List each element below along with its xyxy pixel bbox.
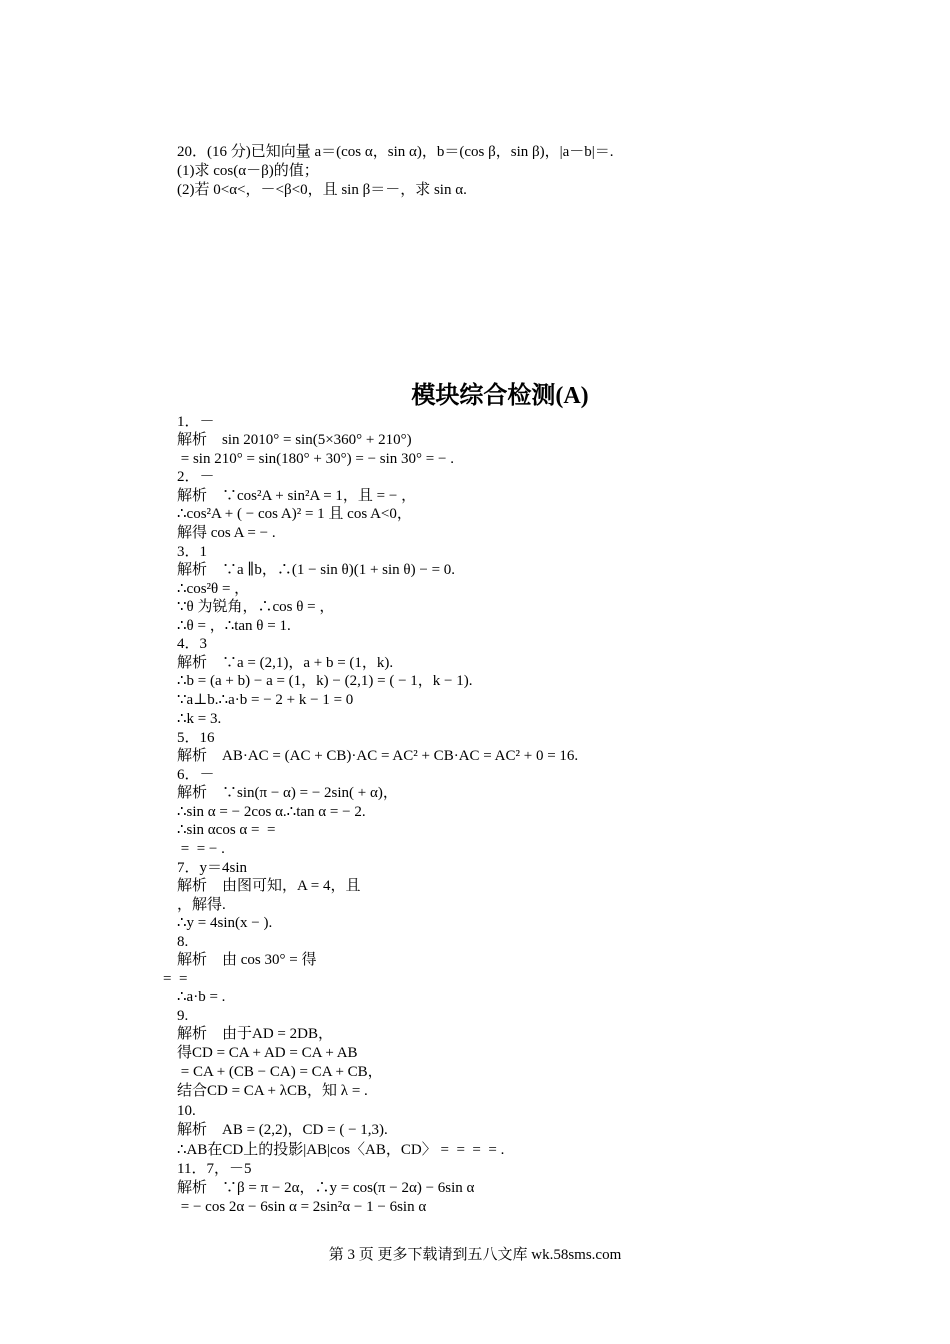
answer-line: = = − .	[177, 841, 225, 857]
answer-line: 结合CD = CA + λCB，知 λ = .	[177, 1083, 368, 1099]
answer-line: = CA + (CB − CA) = CA + CB，	[177, 1064, 383, 1080]
answer-line: 解析 ∵a ∥b，∴(1 − sin θ)(1 + sin θ) − = 0.	[177, 562, 456, 578]
answer-line: 8.	[177, 934, 189, 950]
answer-line: 解析 ∵β = π − 2α，∴y = cos(π − 2α) − 6sin α	[177, 1180, 475, 1196]
answer-line: ∴a·b = .	[177, 989, 226, 1005]
answer-line: ∴y = 4sin(x − ).	[177, 915, 273, 931]
answer-line: 2．－	[177, 469, 215, 485]
answer-line: ∴k = 3.	[177, 711, 222, 727]
answer-line: = − cos 2α − 6sin α = 2sin²α − 1 − 6sin α	[177, 1199, 427, 1215]
answer-line: 解析 由 cos 30° = 得	[177, 952, 317, 968]
answer-line: 6．－	[177, 767, 215, 783]
answer-line: ，解得.	[177, 897, 226, 913]
problem-20-part-2: (2)若 0<α<，－<β<0，且 sin β＝－，求 sin α.	[177, 182, 467, 198]
answer-line: 解析 ∵sin(π − α) = − 2sin( + α)，	[177, 785, 398, 801]
answer-line: 解析 由于AD = 2DB，	[177, 1026, 333, 1042]
answer-line: 11．7，－5	[177, 1161, 252, 1177]
answer-line: ∵a⊥b.∴a·b = − 2 + k − 1 = 0	[177, 692, 354, 708]
section-title: 模块综合检测(A)	[411, 383, 589, 409]
answer-line: 得CD = CA + AD = CA + AB	[177, 1045, 358, 1061]
answer-line: 4．3	[177, 636, 208, 652]
answer-line: ∴b = (a + b) − a = (1，k) − (2,1) = ( − 1，k − 1).	[177, 673, 473, 689]
answer-line: 1．－	[177, 414, 215, 430]
answer-line: ∴θ = ，∴tan θ = 1.	[177, 618, 291, 634]
answer-line: 解析 ∵cos²A + sin²A = 1，且 = − ，	[177, 488, 417, 504]
answer-line: ∴AB在CD上的投影|AB|cos〈AB，CD〉 = = = = .	[177, 1142, 505, 1158]
answer-line: ∴sin αcos α = =	[177, 822, 280, 838]
answer-line: 解析 由图可知，A = 4，且	[177, 878, 361, 894]
answer-line: ∴sin α = − 2cos α.∴tan α = − 2.	[177, 804, 366, 820]
answer-line: 10.	[177, 1103, 196, 1119]
problem-20-statement: 20．(16 分)已知向量 a＝(cos α，sin α)，b＝(cos β，sin β)，|a－b|＝.	[177, 144, 614, 160]
page-footer: 第 3 页 更多下载请到五八文库 wk.58sms.com	[328, 1247, 622, 1263]
answer-line: 7．y＝4sin	[177, 860, 248, 876]
answer-line: = sin 210° = sin(180° + 30°) = − sin 30° = − .	[177, 451, 454, 467]
answer-line: 解析 ∵a = (2,1)，a + b = (1，k).	[177, 655, 394, 671]
problem-20-part-1: (1)求 cos(α－β)的值；	[177, 163, 319, 179]
answer-line: 解析 AB·AC = (AC + CB)·AC = AC² + CB·AC = AC² + 0 = 16.	[177, 748, 579, 764]
answer-line: 解得 cos A = − .	[177, 525, 276, 541]
answer-line: 9.	[177, 1008, 189, 1024]
answer-line: 解析 sin 2010° = sin(5×360° + 210°)	[177, 432, 412, 448]
answer-line: ∵θ 为锐角，∴cos θ = ，	[177, 599, 335, 615]
answer-line: ∴cos²A + ( − cos A)² = 1 且 cos A<0，	[177, 506, 412, 522]
answer-line: 5．16	[177, 730, 215, 746]
answer-line: = =	[163, 971, 192, 987]
answer-line: ∴cos²θ = ，	[177, 581, 250, 597]
answer-line: 3．1	[177, 544, 208, 560]
answer-line: 解析 AB = (2,2)，CD = ( − 1,3).	[177, 1122, 388, 1138]
